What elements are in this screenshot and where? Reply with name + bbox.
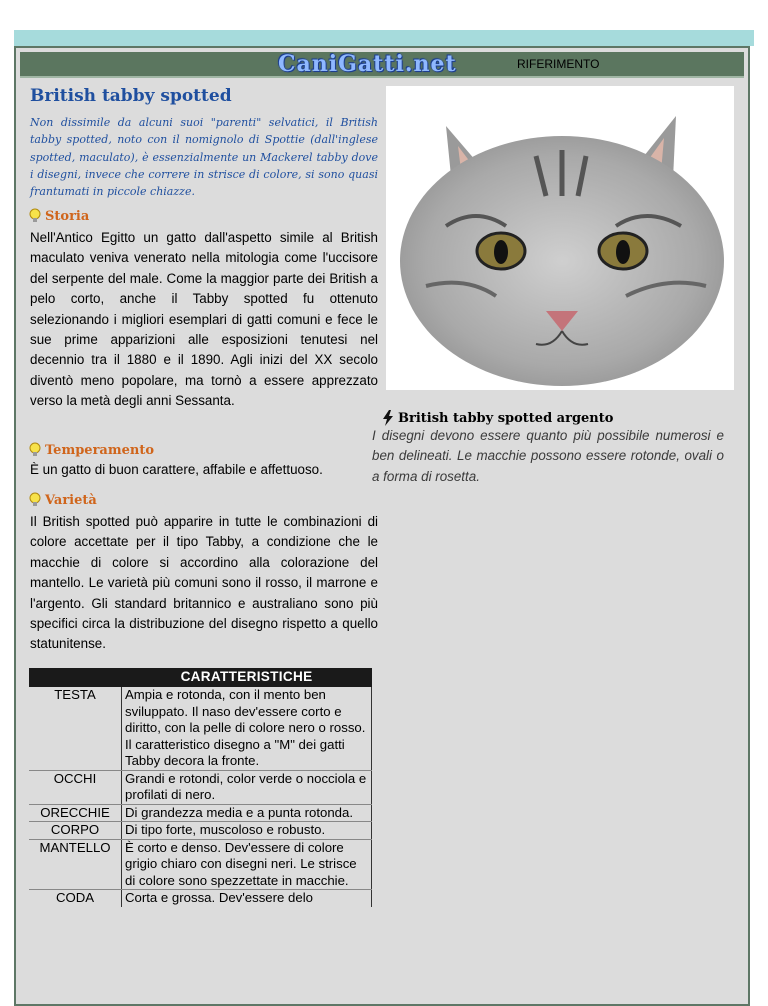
table-value: Di grandezza media e a punta rotonda. bbox=[122, 804, 372, 822]
section-text-temperamento: È un gatto di buon carattere, affabile e affettuoso. bbox=[30, 462, 323, 477]
table-value: Corta e grossa. Dev'essere delo bbox=[122, 890, 372, 907]
section-text-storia: Nell'Antico Egitto un gatto dall'aspetto simile al British maculato veniva venerato nella mitologia come l'uccisore del serpente del male. Come la maggior parte dei British a pelo corto, anche il Tabby spotted fu ottenuto selezionando i migliori esemplari di gatti comuni e fece le sue prime apparizioni alle esposizioni tenutesi nel decennio tra il 1880 e il 1890. Agli inizi del XX secolo diventò meno popolare, ma tornò a essere apprezzato verso la metà degli anni Sessanta. bbox=[30, 230, 378, 409]
photo-caption bbox=[383, 410, 613, 426]
section-heading-label: Varietà bbox=[45, 492, 97, 508]
lightbulb-icon bbox=[28, 492, 42, 508]
site-logo[interactable]: CaniGatti.net bbox=[278, 51, 457, 77]
table-key: MANTELLO bbox=[29, 839, 122, 890]
intro-text: Non dissimile da alcuni suoi "parenti" selvatici, il British tabby spotted, noto con il nomignolo di Spottie (dall'inglese spotted, maculato), è essenzialmente un Mackerel tabby dove i disegni, invece che correre in strisce di colore, si sono quasi frantumati in piccole chiazze. bbox=[30, 116, 378, 199]
table-header-spacer bbox=[29, 668, 122, 687]
page-frame bbox=[14, 46, 750, 1006]
section-heading-temperamento bbox=[28, 442, 154, 458]
lightbulb-icon bbox=[28, 208, 42, 224]
section-heading-label: Storia bbox=[45, 208, 90, 224]
page-title: British tabby spotted bbox=[30, 86, 232, 106]
table-row bbox=[29, 839, 372, 890]
section-heading-varieta bbox=[28, 492, 97, 508]
characteristics-table bbox=[29, 668, 372, 907]
table-key: ORECCHIE bbox=[29, 804, 122, 822]
section-text-varieta: Il British spotted può apparire in tutte le combinazioni di colore accettate per il tipo Tabby, a condizione che le macchie di colore si accordino alla colorazione del mantello. Le varietà più comuni sono il rosso, il marrone e l'argento. Gli standard britannico e australiano sono più specifici circa la distribuzione del disegno rispetto a quello statunitense. bbox=[30, 514, 378, 652]
top-band bbox=[14, 30, 754, 46]
table-row bbox=[29, 890, 372, 907]
table-title: CARATTERISTICHE bbox=[122, 668, 372, 687]
table-key: OCCHI bbox=[29, 770, 122, 804]
table-value: Di tipo forte, muscoloso e robusto. bbox=[122, 822, 372, 840]
table-row bbox=[29, 822, 372, 840]
lightbulb-icon bbox=[28, 442, 42, 458]
site-header bbox=[20, 52, 744, 78]
photo-caption-title: British tabby spotted argento bbox=[398, 410, 614, 426]
cat-face-illustration bbox=[386, 86, 734, 390]
table-key: CODA bbox=[55, 890, 95, 905]
lightning-icon bbox=[383, 410, 393, 426]
section-heading-label: Temperamento bbox=[45, 442, 154, 458]
table-value: Ampia e rotonda, con il mento ben sviluppato. Il naso dev'essere corto e diritto, con la pelle di colore nero o rosso. Il caratteristico disegno a "M" dei gatti Tabby decora la fronte. bbox=[122, 687, 372, 770]
table-value: È corto e denso. Dev'essere di colore grigio chiaro con disegni neri. Le strisce di colore sono spezzettate in macchie. bbox=[122, 839, 372, 890]
table-key: CORPO bbox=[29, 822, 122, 840]
section-heading-storia bbox=[28, 208, 89, 224]
table-row bbox=[29, 770, 372, 804]
reference-label: RIFERIMENTO bbox=[517, 57, 600, 71]
table-row bbox=[29, 804, 372, 822]
cat-photo bbox=[386, 86, 734, 390]
table-value: Grandi e rotondi, color verde o nocciola e profilati di nero. bbox=[122, 770, 372, 804]
photo-caption-text: I disegni devono essere quanto più possibile numerosi e ben delineati. Le macchie possono essere rotonde, ovali o a forma di rosetta. bbox=[372, 428, 724, 484]
table-key: TESTA bbox=[29, 687, 122, 770]
table-row bbox=[29, 687, 372, 770]
